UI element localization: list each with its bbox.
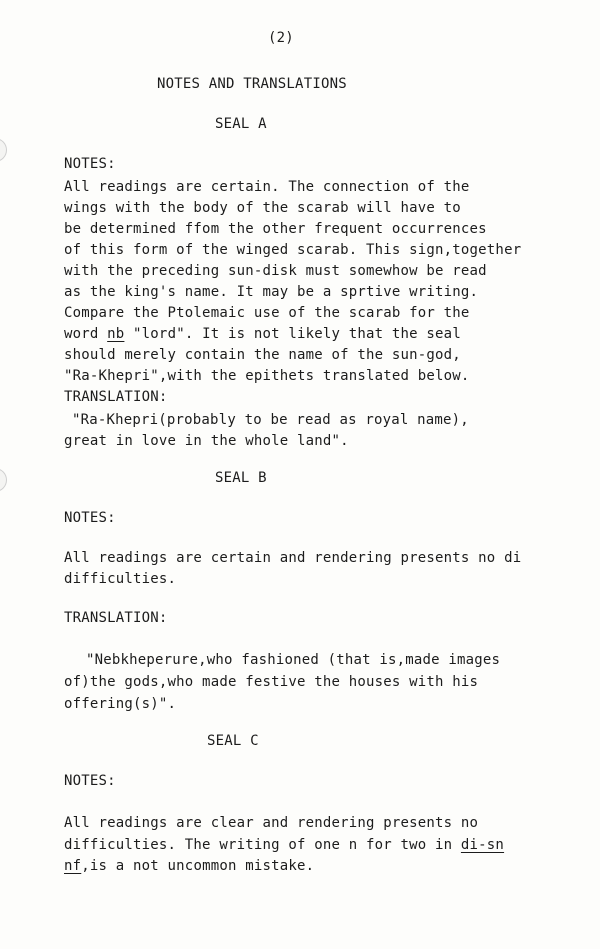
notes-text: ,is a not uncommon mistake. (81, 858, 315, 874)
seal-a-notes-line (64, 324, 461, 344)
punch-hole-bottom (0, 468, 7, 492)
seal-b-heading: SEAL B (215, 470, 267, 486)
notes-text: difficulties. The writing of one n for two in (64, 837, 461, 853)
seal-a-notes-line: "Ra-Khepri",with the epithets translated below. (64, 368, 470, 384)
underlined-transliteration: nf (64, 858, 82, 874)
page-number: (2) (268, 30, 294, 46)
underlined-transliteration: di-sn (460, 837, 505, 853)
seal-c-notes-line (64, 835, 504, 855)
seal-c-notes-line: All readings are clear and rendering presents no (64, 815, 479, 831)
punch-hole-top (0, 138, 7, 162)
seal-a-notes-line: of this form of the winged scarab. This sign,together (64, 242, 522, 258)
seal-a-translation-label: TRANSLATION: (64, 389, 168, 405)
main-heading: NOTES AND TRANSLATIONS (157, 76, 347, 92)
seal-a-notes-line: wings with the body of the scarab will have to (64, 200, 461, 216)
seal-c-heading: SEAL C (207, 733, 259, 749)
seal-a-notes-line: as the king's name. It may be a sprtive writing. (64, 284, 479, 300)
seal-b-notes-label: NOTES: (64, 510, 116, 526)
seal-a-translation-line: great in love in the whole land". (64, 433, 349, 449)
seal-a-notes-line: with the preceding sun-disk must somewhow be read (64, 263, 487, 279)
seal-a-notes-line: should merely contain the name of the sun-god, (64, 347, 461, 363)
seal-b-translation-line: offering(s)". (64, 696, 177, 712)
seal-a-notes-line: Compare the Ptolemaic use of the scarab for the (64, 305, 470, 321)
seal-a-notes-line: be determined ffom the other frequent occurrences (64, 221, 487, 237)
seal-b-notes-line: difficulties. (64, 571, 177, 587)
seal-c-notes-label: NOTES: (64, 773, 116, 789)
seal-b-translation-line: "Nebkheperure,who fashioned (that is,made images (86, 652, 501, 668)
notes-text: "lord". It is not likely that the seal (124, 326, 461, 342)
seal-a-heading: SEAL A (215, 116, 267, 132)
seal-a-notes-label: NOTES: (64, 156, 116, 172)
notes-text: word (64, 326, 108, 342)
seal-c-notes-line (64, 856, 314, 876)
underlined-transliteration: nb (107, 326, 125, 342)
seal-b-notes-line: All readings are certain and rendering presents no di (64, 550, 522, 566)
seal-b-translation-line: of)the gods,who made festive the houses with his (64, 674, 479, 690)
seal-a-notes-line: All readings are certain. The connection of the (64, 179, 470, 195)
seal-b-translation-label: TRANSLATION: (64, 610, 168, 626)
seal-a-translation-line: "Ra-Khepri(probably to be read as royal name), (72, 412, 469, 428)
